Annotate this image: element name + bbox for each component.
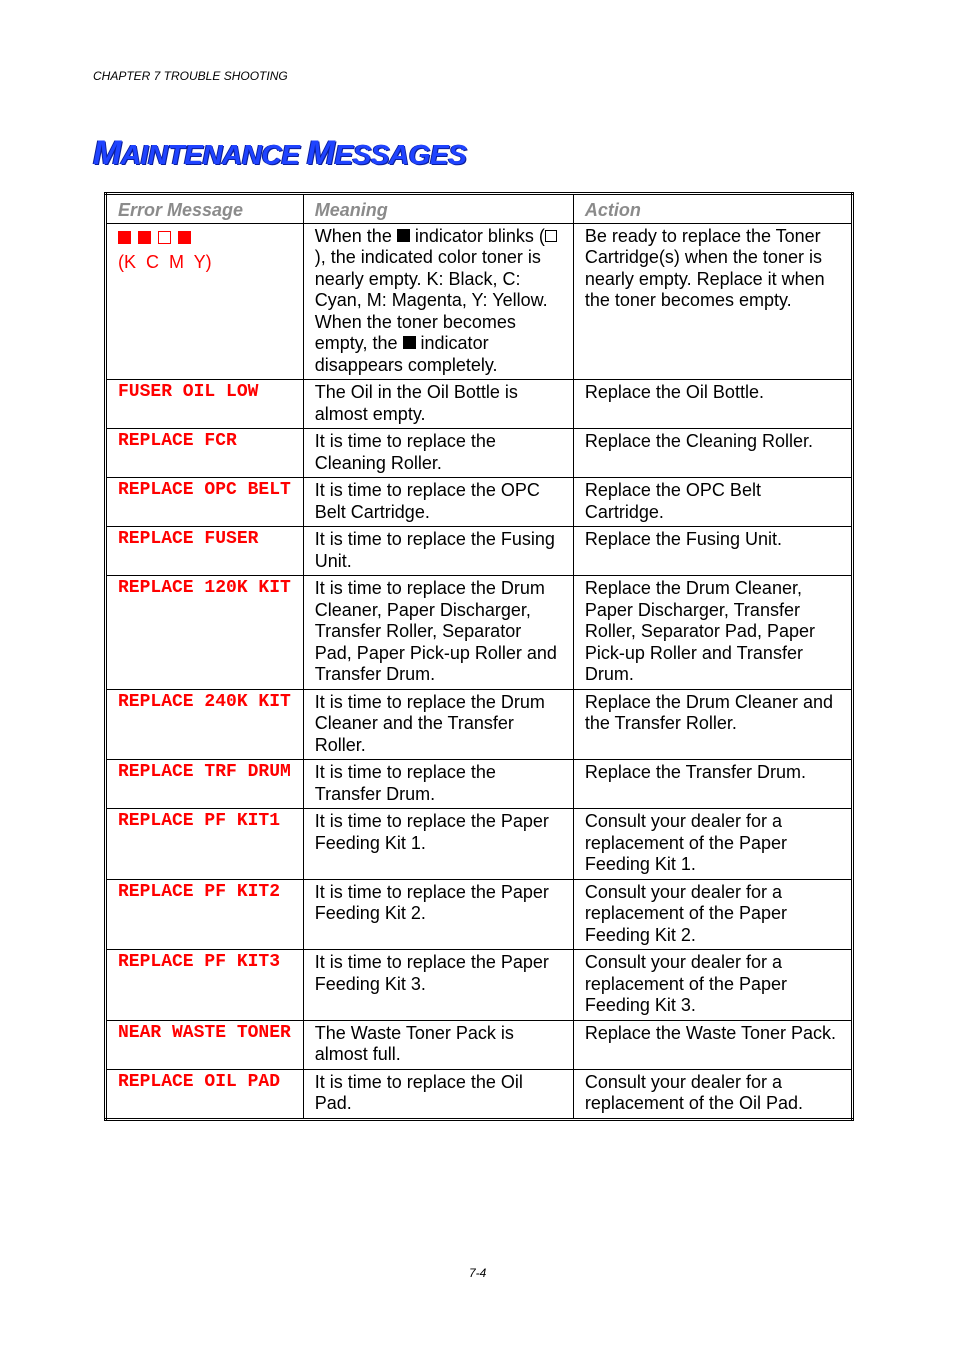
meaning-cell: It is time to replace the Cleaning Roller.: [303, 429, 573, 478]
table-row: [106, 1069, 853, 1119]
error-message-cell: REPLACE OIL PAD: [106, 1069, 304, 1119]
meaning-text-d: indicator disappears completely.: [314, 333, 498, 375]
action-cell: Consult your dealer for a replacement of the Oil Pad.: [573, 1069, 852, 1119]
filled-square-icon: [397, 229, 410, 242]
action-cell: Replace the Cleaning Roller.: [573, 429, 852, 478]
led-indicator-cell: [106, 223, 304, 380]
table-row: [106, 689, 853, 760]
header-meaning: Meaning: [303, 194, 573, 224]
table-row: [106, 950, 853, 1021]
header-error-message: Error Message: [106, 194, 304, 224]
meaning-cell: The Oil in the Oil Bottle is almost empty.: [303, 380, 573, 429]
filled-square-icon: [403, 336, 416, 349]
meaning-cell: It is time to replace the OPC Belt Cartridge.: [303, 478, 573, 527]
title-initial-1: M: [93, 134, 121, 172]
table-row: [106, 527, 853, 576]
chapter-header: CHAPTER 7 TROUBLE SHOOTING: [93, 69, 288, 83]
error-message-cell: REPLACE TRF DRUM: [106, 760, 304, 809]
meaning-text-b: indicator blinks (: [414, 225, 545, 246]
meaning-cell: It is time to replace the Paper Feeding Kit 3.: [303, 950, 573, 1021]
action-cell: Replace the Waste Toner Pack.: [573, 1020, 852, 1069]
meaning-cell: It is time to replace the Oil Pad.: [303, 1069, 573, 1119]
led-indicators: [118, 231, 191, 244]
error-message-cell: REPLACE PF KIT1: [106, 809, 304, 880]
meaning-cell: It is time to replace the Paper Feeding Kit 2.: [303, 879, 573, 950]
action-cell: Replace the Transfer Drum.: [573, 760, 852, 809]
led-m-icon: [158, 231, 171, 244]
action-cell: Consult your dealer for a replacement of the Paper Feeding Kit 2.: [573, 879, 852, 950]
title-initial-2: M: [306, 134, 335, 172]
action-cell: Replace the Drum Cleaner and the Transfer Roller.: [573, 689, 852, 760]
error-message-cell: REPLACE 120K KIT: [106, 576, 304, 690]
error-message-cell: REPLACE PF KIT2: [106, 879, 304, 950]
error-message-cell: FUSER OIL LOW: [106, 380, 304, 429]
action-cell: Replace the Drum Cleaner, Paper Discharger, Transfer Roller, Separator Pad, Paper Pick-up Roller and Transfer Drum.: [573, 576, 852, 690]
led-labels: (K C M Y): [118, 252, 212, 272]
action-cell: Consult your dealer for a replacement of the Paper Feeding Kit 1.: [573, 809, 852, 880]
table-row: [106, 380, 853, 429]
table-row: [106, 478, 853, 527]
led-y-icon: [178, 231, 191, 244]
action-cell: Replace the Oil Bottle.: [573, 380, 852, 429]
title-rest-1: AINTENANCE: [120, 139, 300, 170]
table-row: [106, 879, 853, 950]
table-row: [106, 809, 853, 880]
error-message-cell: REPLACE 240K KIT: [106, 689, 304, 760]
led-k-icon: [118, 231, 131, 244]
error-message-cell: REPLACE PF KIT3: [106, 950, 304, 1021]
table-row-led-indicator: [106, 223, 853, 380]
table-header-row: [106, 194, 853, 224]
led-c-icon: [138, 231, 151, 244]
led-meaning-cell: [303, 223, 573, 380]
action-cell: Replace the OPC Belt Cartridge.: [573, 478, 852, 527]
action-cell: Replace the Fusing Unit.: [573, 527, 852, 576]
meaning-text-c: ), the indicated color toner is nearly empty. K: Black, C: Cyan, M: Magenta, Y: Yellow. When the toner becomes empty, the: [314, 247, 548, 353]
action-cell: Consult your dealer for a replacement of the Paper Feeding Kit 3.: [573, 950, 852, 1021]
table-row: [106, 1020, 853, 1069]
maintenance-messages-table: [104, 192, 854, 1121]
meaning-cell: It is time to replace the Transfer Drum.: [303, 760, 573, 809]
title-rest-2: ESSAGES: [334, 139, 467, 170]
meaning-cell: The Waste Toner Pack is almost full.: [303, 1020, 573, 1069]
meaning-cell: It is time to replace the Drum Cleaner, Paper Discharger, Transfer Roller, Separator Pad, Paper Pick-up Roller and Transfer Drum.: [303, 576, 573, 690]
led-action-cell: Be ready to replace the Toner Cartridge(s) when the toner is nearly empty. Replace it when the toner becomes empty.: [573, 223, 852, 380]
meaning-cell: It is time to replace the Fusing Unit.: [303, 527, 573, 576]
table-row: [106, 429, 853, 478]
table-row: [106, 576, 853, 690]
meaning-cell: It is time to replace the Paper Feeding Kit 1.: [303, 809, 573, 880]
empty-square-icon: [545, 230, 557, 242]
meaning-cell: It is time to replace the Drum Cleaner and the Transfer Roller.: [303, 689, 573, 760]
error-message-cell: REPLACE FUSER: [106, 527, 304, 576]
error-message-cell: NEAR WASTE TONER: [106, 1020, 304, 1069]
meaning-text-a: When the: [314, 225, 392, 246]
header-action: Action: [573, 194, 852, 224]
page-number: 7-4: [469, 1266, 487, 1280]
table-row: [106, 760, 853, 809]
page-title: [93, 134, 466, 173]
error-message-cell: REPLACE FCR: [106, 429, 304, 478]
error-message-cell: REPLACE OPC BELT: [106, 478, 304, 527]
